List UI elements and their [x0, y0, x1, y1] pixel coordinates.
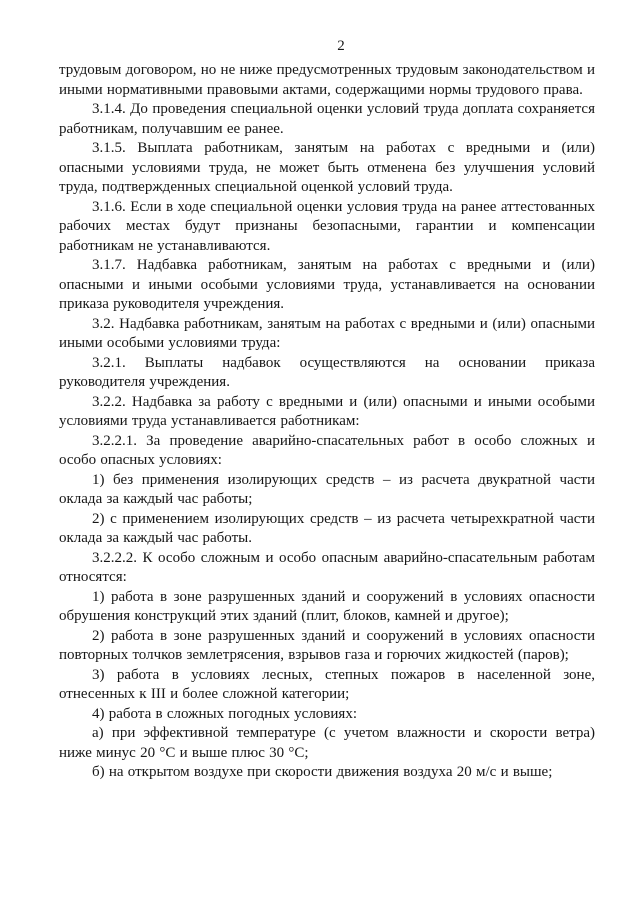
paragraph: б) на открытом воздухе при скорости движения воздуха 20 м/с и выше; [92, 764, 553, 780]
paragraph: 1) без применения изолирующих средств – из расчета двукратной части оклада за каждый час работы; [59, 471, 595, 507]
paragraph: 3.1.4. До проведения специальной оценки условий труда доплата сохраняется работникам, получавшим ее ранее. [59, 101, 595, 137]
paragraph: 3.2. Надбавка работникам, занятым на работах с вредными и (или) опасными иными особыми условиями труда: [59, 315, 595, 351]
paragraph: 1) работа в зоне разрушенных зданий и сооружений в условиях опасности обрушения конструкций этих зданий (плит, блоков, камней и другое); [59, 588, 595, 624]
paragraph: 3) работа в условиях лесных, степных пожаров в населенной зоне, отнесенных к III и более сложной категории; [59, 666, 595, 702]
paragraph: 4) работа в сложных погодных условиях: [92, 705, 357, 722]
paragraph: 3.1.6. Если в ходе специальной оценки условия труда на ранее аттестованных рабочих местах будут признаны безопасными, гарантии и компенсации работникам не устанавливаются. [59, 198, 595, 254]
paragraph: 2) работа в зоне разрушенных зданий и сооружений в условиях опасности повторных толчков землетрясения, взрывов газа и горючих жидкостей (паров); [59, 627, 595, 663]
paragraph: а) при эффективной температуре (с учетом влажности и скорости ветра) ниже минус 20 °С и выше плюс 30 °С; [59, 725, 595, 761]
paragraph: 3.2.1. Выплаты надбавок осуществляются на основании приказа руководителя учреждения. [59, 354, 595, 390]
document-body [59, 61, 595, 783]
paragraph: 3.2.2. Надбавка за работу с вредными и (или) опасными и иными особыми условиями труда устанавливается работникам: [59, 393, 595, 429]
paragraph: трудовым договором, но не ниже предусмотренных трудовым законодательством и иными нормативными правовыми актами, содержащими нормы трудового права. [59, 62, 595, 98]
paragraph: 2) с применением изолирующих средств – из расчета четырехкратной части оклада за каждый час работы. [59, 510, 595, 546]
paragraph: 3.1.5. Выплата работникам, занятым на работах с вредными и (или) опасными условиями труда, не может быть отменена без улучшения условий труда, подтвержденных специальной оценкой условий труда. [59, 140, 595, 195]
paragraph: 3.1.7. Надбавка работникам, занятым на работах с вредными и (или) опасными и иными особыми условиями труда, устанавливается на основании приказа руководителя учреждения. [59, 257, 595, 312]
paragraph: 3.2.2.2. К особо сложным и особо опасным аварийно-спасательным работам относятся: [59, 549, 595, 585]
page-number: 2 [337, 38, 345, 54]
paragraph: 3.2.2.1. За проведение аварийно-спасательных работ в особо сложных и особо опасных условиях: [59, 432, 595, 468]
